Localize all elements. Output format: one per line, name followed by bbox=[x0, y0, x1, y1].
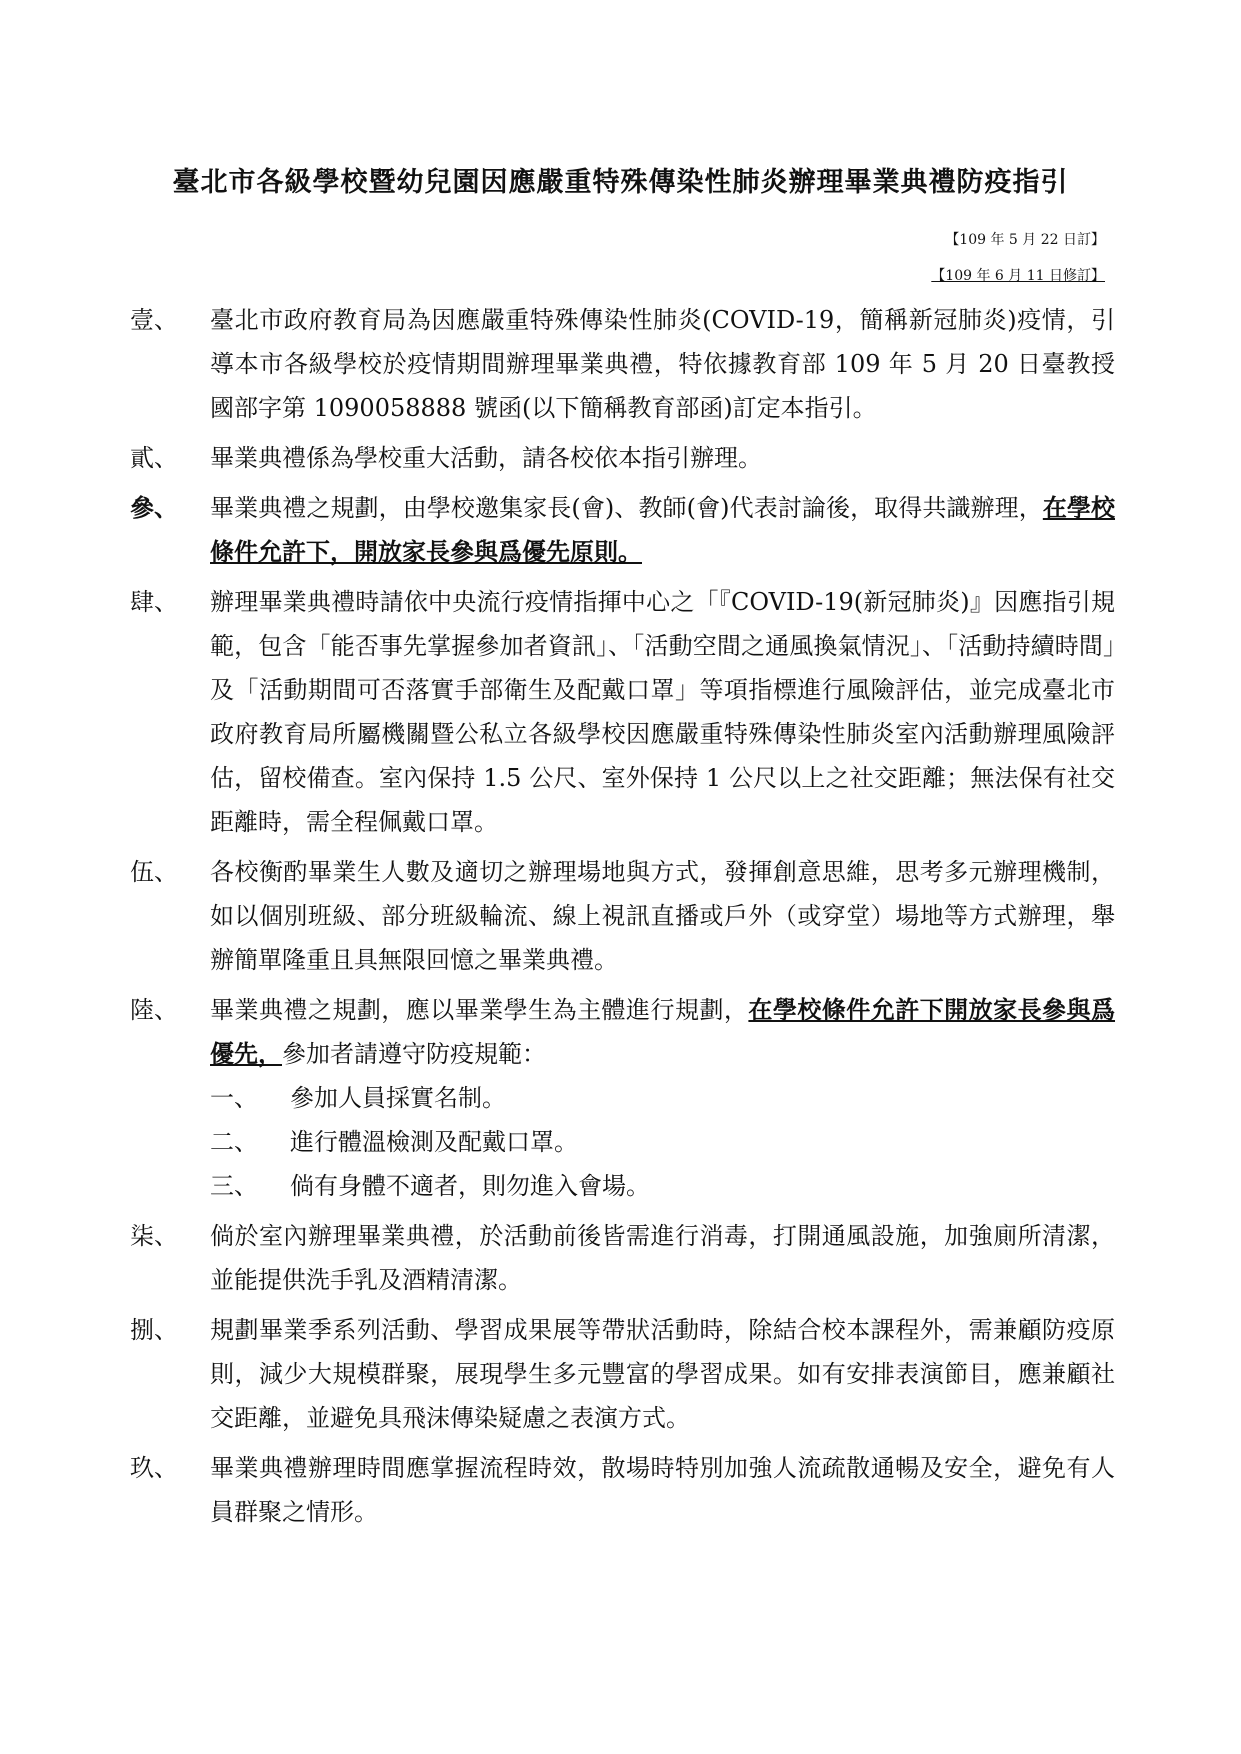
item-number: 肆、 bbox=[130, 588, 178, 616]
item-text bbox=[210, 988, 1115, 1076]
item-number: 參、 bbox=[130, 493, 178, 522]
item-text: 辦理畢業典禮時請依中央流行疫情指揮中心之「『COVID-19(新冠肺炎)』因應指引規範，包含「能否事先掌握參加者資訊」、「活動空間之通風換氣情況」、「活動持續時間」及「活動期間可否落實手部衛生及配戴口罩」等項指標進行風險評估，並完成臺北市政府教育局所屬機關暨公私立各級學校因應嚴重特殊傳染性肺炎室內活動辦理風險評估，留校備查。室內保持 1.5 公尺、室外保持 1 公尺以上之社交距離；無法保有社交距離時，需全程佩戴口罩。 bbox=[210, 588, 1115, 836]
item-text-part: 參加者請遵守防疫規範： bbox=[282, 1040, 546, 1068]
item-text: 各校衡酌畢業生人數及適切之辦理場地與方式，發揮創意思維，思考多元辦理機制，如以個別班級、部分班級輪流、線上視訊直播或戶外（或穿堂）場地等方式辦理，舉辦簡單隆重且具無限回憶之畢業典禮。 bbox=[210, 858, 1115, 974]
list-item bbox=[130, 298, 1115, 430]
sub-list-item bbox=[210, 1120, 1115, 1164]
list-item bbox=[130, 486, 1115, 574]
list-item bbox=[130, 850, 1115, 982]
sub-item-number: 三、 bbox=[210, 1172, 258, 1200]
sub-item-number: 一、 bbox=[210, 1084, 258, 1112]
revision-dates bbox=[931, 222, 1105, 294]
date-issued: 【109 年 5 月 22 日訂】 bbox=[945, 232, 1105, 248]
list-item bbox=[130, 988, 1115, 1076]
list-item bbox=[130, 580, 1115, 844]
sub-list-item bbox=[210, 1076, 1115, 1120]
item-text: 規劃畢業季系列活動、學習成果展等帶狀活動時，除結合校本課程外，需兼顧防疫原則，減少大規模群聚，展現學生多元豐富的學習成果。如有安排表演節目，應兼顧社交距離，並避免具飛沫傳染疑慮之表演方式。 bbox=[210, 1316, 1115, 1432]
item-text: 畢業典禮辦理時間應掌握流程時效，散場時特別加強人流疏散通暢及安全，避免有人員群聚之情形。 bbox=[210, 1454, 1115, 1526]
item-text-part: 畢業典禮之規劃，由學校邀集家長(會)、教師(會)代表討論後，取得共識辦理， bbox=[210, 494, 1043, 522]
list-item bbox=[130, 1308, 1115, 1440]
item-text: 臺北市政府教育局為因應嚴重特殊傳染性肺炎(COVID-19，簡稱新冠肺炎)疫情，引導本市各級學校於疫情期間辦理畢業典禮，特依據教育部 109 年 5 月 20 日臺教授國部字第 1090058888 號函(以下簡稱教育部函)訂定本指引。 bbox=[210, 306, 1115, 422]
sub-item-text: 參加人員採實名制。 bbox=[290, 1084, 506, 1112]
item-text-part: 畢業典禮之規劃，應以畢業學生為主體進行規劃， bbox=[210, 996, 749, 1024]
date-revised: 【109 年 6 月 11 日修訂】 bbox=[931, 268, 1105, 284]
item-number: 伍、 bbox=[130, 858, 178, 886]
item-number: 捌、 bbox=[130, 1316, 178, 1344]
item-number: 柒、 bbox=[130, 1222, 178, 1250]
item-text: 畢業典禮係為學校重大活動，請各校依本指引辦理。 bbox=[210, 444, 762, 472]
item-number: 玖、 bbox=[130, 1454, 178, 1482]
document-body bbox=[130, 298, 1115, 1534]
sub-item-text: 進行體溫檢測及配戴口罩。 bbox=[290, 1128, 578, 1156]
sub-item-number: 二、 bbox=[210, 1128, 258, 1156]
item-text bbox=[210, 486, 1115, 574]
sub-item-text: 倘有身體不適者，則勿進入會場。 bbox=[290, 1172, 650, 1200]
list-item bbox=[130, 1446, 1115, 1534]
emphasized-text: 在學校條件允許下開放家長參與爲優先， bbox=[210, 995, 1116, 1068]
item-number: 貳、 bbox=[130, 444, 178, 472]
list-item bbox=[130, 1214, 1115, 1302]
document-title: 臺北市各級學校暨幼兒園因應嚴重特殊傳染性肺炎辦理畢業典禮防疫指引 bbox=[172, 167, 1069, 198]
emphasized-text: 在學校條件允許下，開放家長參與爲優先原則。 bbox=[210, 493, 1116, 566]
item-number: 陸、 bbox=[130, 996, 178, 1024]
item-text: 倘於室內辦理畢業典禮，於活動前後皆需進行消毒，打開通風設施，加強廁所清潔，並能提供洗手乳及酒精清潔。 bbox=[210, 1222, 1115, 1294]
list-item bbox=[130, 436, 1115, 480]
sub-list-item bbox=[210, 1164, 1115, 1208]
item-number: 壹、 bbox=[130, 306, 178, 334]
